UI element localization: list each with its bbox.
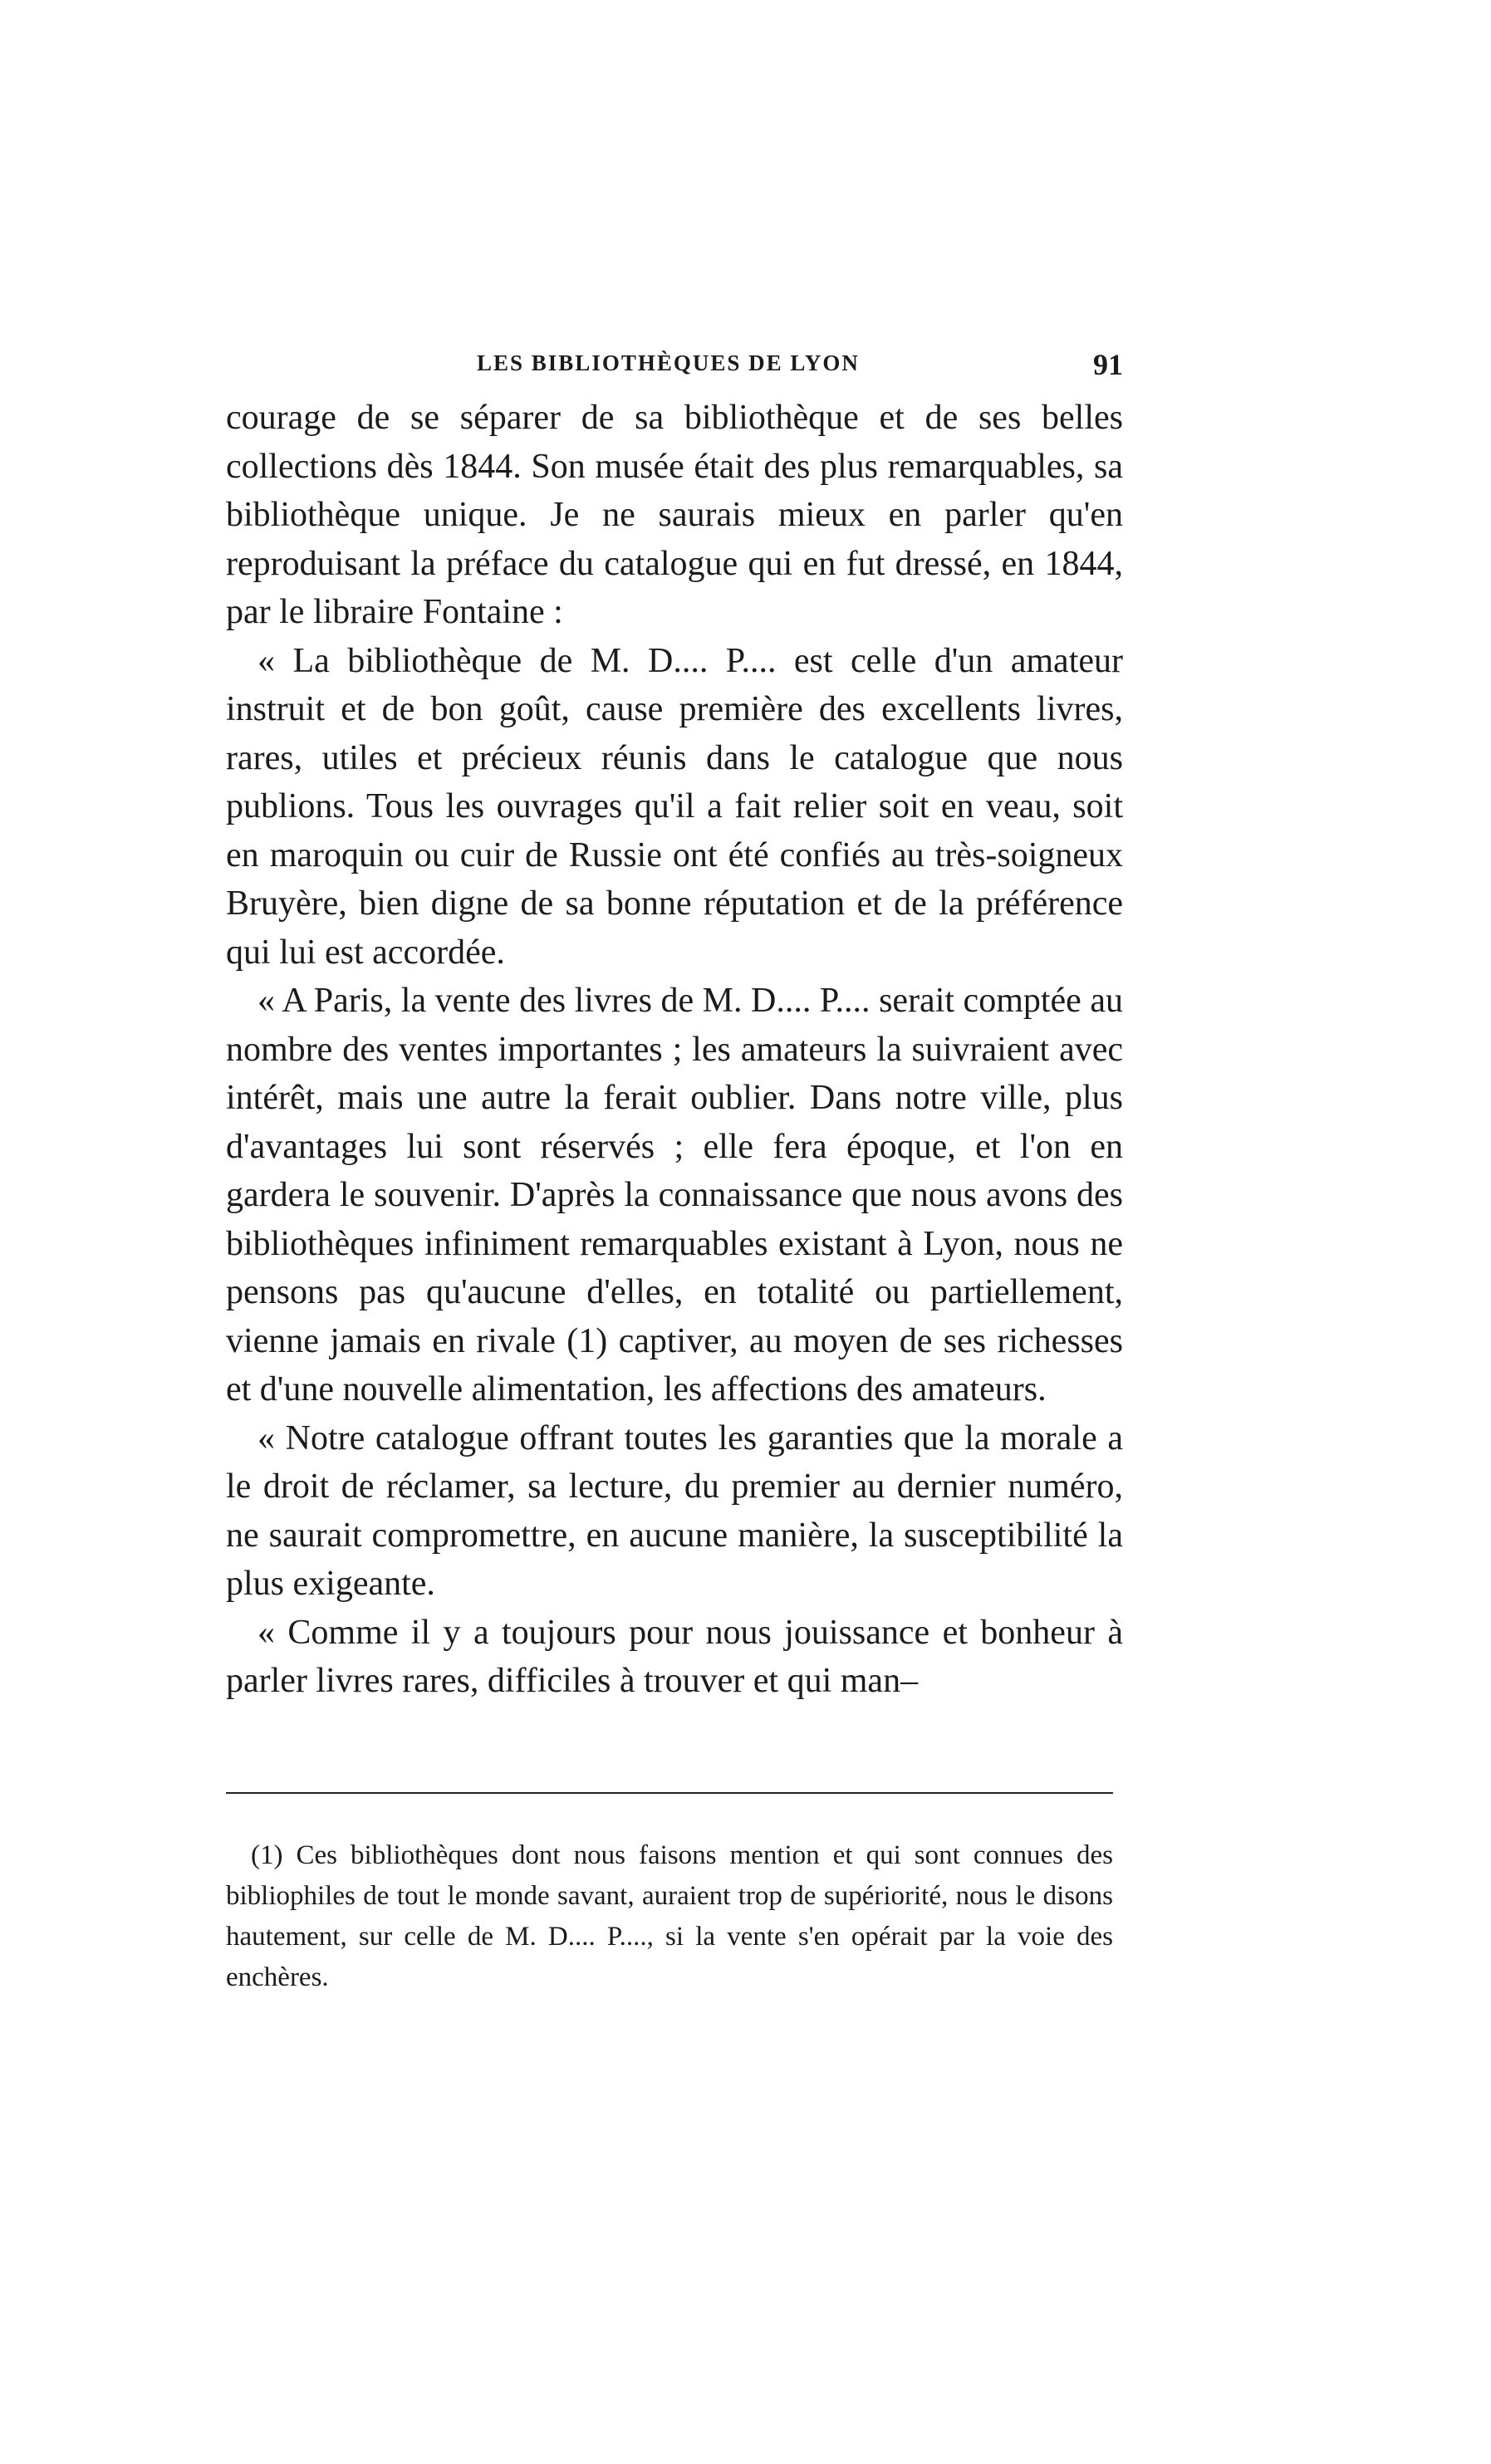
running-title: LES BIBLIOTHÈQUES DE LYON (477, 350, 860, 375)
paragraph: « A Paris, la vente des livres de M. D.... P.... serait comptée au nombre des ventes importantes ; les amateurs la suivraient avec intérêt, mais une autre la ferait oublier. Dans notre ville, plus d'avantages lui sont réservés ; elle fera époque, et l'on en gardera le souvenir. D'après la connaissance que nous avons des bibliothèques infiniment remarquables existant à Lyon, nous ne pensons pas qu'aucune d'elles, en totalité ou partiellement, vienne jamais en rivale (1) captiver, au moyen de ses richesses et d'une nouvelle alimentation, les affections des amateurs. (226, 982, 1123, 1408)
paragraph: « Notre catalogue offrant toutes les garanties que la morale a le droit de réclamer, sa lecture, du premier au dernier numéro, ne saurait compromettre, en aucune manière, la susceptibilité la plus exigeante. (226, 1418, 1123, 1603)
footnote-text: (1) Ces bibliothèques dont nous faisons mention et qui sont connues des bibliophiles de tout le monde savant, auraient trop de supériorité, nous le disons hautement, sur celle de M. D.... P...., si la vente s'en opérait par la voie des enchères. (226, 1840, 1113, 1992)
body-text (226, 394, 1123, 1706)
paragraph-continuation: courage de se séparer de sa bibliothèque et de ses belles collections dès 1844. Son musée était des plus remarquables, sa bibliothèque unique. Je ne saurais mieux en parler qu'en reproduisant la préface du catalogue qui en fut dressé, en 1844, par le libraire Fontaine : (226, 399, 1123, 631)
page-header (226, 347, 1123, 389)
footnote (226, 1835, 1113, 1998)
paragraph: « La bibliothèque de M. D.... P.... est celle d'un amateur instruit et de bon goût, cause première des excellents livres, rares, utiles et précieux réunis dans le catalogue que nous publions. Tous les ouvrages qu'il a fait relier soit en veau, soit en maroquin ou cuir de Russie ont été confiés au très-soigneux Bruyère, bien digne de sa bonne réputation et de la préférence qui lui est accordée. (226, 641, 1123, 972)
footnote-separator (226, 1792, 1113, 1794)
page-number: 91 (1093, 348, 1123, 381)
paragraph: « Comme il y a toujours pour nous jouissance et bonheur à parler livres rares, difficiles à trouver et qui man– (226, 1613, 1123, 1700)
